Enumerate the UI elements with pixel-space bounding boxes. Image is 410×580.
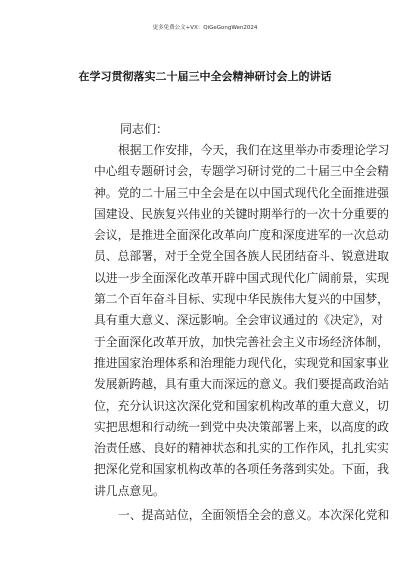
header-note: 更多免费公文+VX：QiGeGongWen2024 [152, 25, 258, 31]
salutation: 同志们： [120, 122, 169, 136]
text-line: 实把思想和行动统一到党中央决策部署上来，以高度的政 [94, 419, 389, 434]
text-line: 位，充分认识这次深化党和国家机构改革的重大意义，切 [94, 398, 389, 413]
text-line: 第二个百年奋斗目标、实现中华民族伟大复兴的中国梦， [94, 292, 389, 307]
text-line: 以进一步全面深化改革开辟中国式现代化广阔前景，实现 [94, 270, 389, 285]
text-line: 于全面深化改革开放，加快完善社会主义市场经济体制， [94, 334, 389, 349]
document-title: 在学习贯彻落实二十届三中全会精神研讨会上的讲话 [78, 70, 332, 83]
text-line: 根据工作安排，今天，我们在这里举办市委理论学习 [118, 143, 390, 157]
text-line: 国建设、民族复兴伟业的关键时期举行的一次十分重要的 [94, 206, 389, 221]
text-line: 具有重大意义、深远影响。全会审议通过的《决定》，对 [94, 313, 384, 328]
text-line: 把深化党和国家机构改革的各项任务落到实处。下面，我 [94, 462, 389, 477]
text-line: 员、总部署，对于全党全国各族人民团结奋斗、锐意进取 [94, 249, 389, 264]
text-line: 一、提高站位，全面领悟全会的意义。本次深化党和 [118, 508, 390, 522]
text-line: 会议，是推进全面深化改革向广度和深度进军的一次总动 [94, 228, 389, 243]
text-line: 推进国家治理体系和治理能力现代化，实现党和国家事业 [94, 355, 389, 370]
text-line: 讲几点意见。 [94, 483, 165, 498]
text-line: 发展新跨越，具有重大而深远的意义。我们要提高政治站 [94, 377, 389, 392]
text-line: 中心组专题研讨会，专题学习研讨党的二十届三中全会精 [94, 164, 389, 179]
text-line: 神。党的二十届三中全会是在以中国式现代化全面推进强 [94, 185, 389, 200]
body-paragraph-2 [94, 505, 390, 526]
body-paragraph-1 [94, 140, 390, 502]
text-line: 治责任感、良好的精神状态和扎实的工作作风，扎扎实实 [94, 441, 389, 456]
